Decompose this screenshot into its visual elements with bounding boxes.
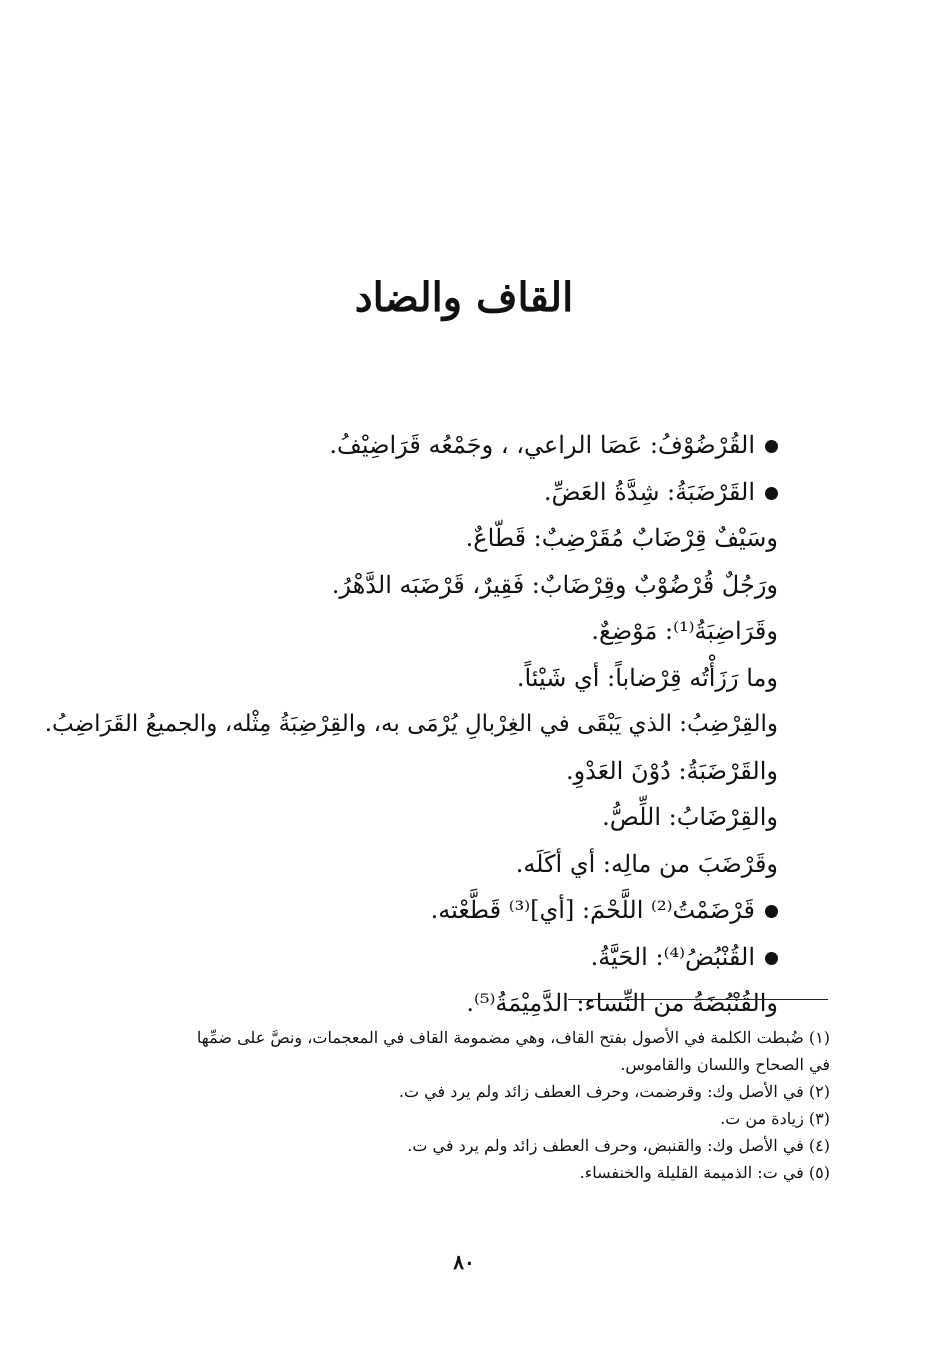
- entry-text: والقِرْضَابُ: اللِّصُّ.: [602, 803, 778, 831]
- entry-text: والقَرْضَبَةُ: دُوْنَ العَدْوِ.: [565, 756, 778, 785]
- bullet-icon: [765, 487, 778, 500]
- footnote: (٣) زيادة من ت.: [720, 1109, 830, 1128]
- page-number: ٨٠: [453, 1250, 475, 1274]
- bullet-icon: [765, 440, 778, 453]
- entry: [78, 562, 778, 609]
- footnote: (٢) في الأصل وك: وقرضمت، وحرف العطف زائد ولم يرد في ت.: [398, 1082, 830, 1101]
- footnote: (١) ضُبطت الكلمة في الأصول بفتح القاف، وهي مضمومة القاف في المعجمات، ونصَّ على ضمِّها: [196, 1028, 830, 1047]
- footnotes: [90, 1024, 830, 1186]
- entry-text: وسَيْفٌ قِرْضَابٌ مُقَرْضِبٌ: قَطّاعٌ.: [465, 524, 778, 552]
- chapter-title: القاف والضاد: [354, 274, 574, 321]
- entry: [78, 422, 778, 469]
- entry: [78, 515, 778, 562]
- entry-text: وقَرَاضِبَةُ⁽¹⁾: مَوْضِعٌ.: [591, 617, 778, 645]
- entry: [78, 608, 778, 655]
- entry: [78, 469, 778, 516]
- entry: [78, 980, 778, 1027]
- entry: [78, 655, 778, 702]
- entry-text: ورَجُلٌ قُرْضُوْبٌ وقِرْضَابٌ: فَقِيرٌ، قَرْضَبَه الدَّهْرُ.: [331, 570, 778, 599]
- entry-text: قَرْضَمْتُ⁽²⁾ اللَّحْمَ: [أي]⁽³⁾ قَطَّعْته.: [430, 896, 755, 924]
- bullet-icon: [765, 905, 778, 918]
- entry-text: القُرْضُوْفُ: عَصَا الراعي، ، وجَمْعُه قَرَاضِيْفُ.: [329, 431, 755, 459]
- entry: [78, 748, 778, 795]
- entry-text: وقَرْضَبَ من مالِه: أي أكَلَه.: [515, 849, 778, 878]
- entry: [78, 887, 778, 934]
- entry-text: القُنْبُضُ⁽⁴⁾: الحَيَّةُ.: [590, 942, 755, 971]
- footnote: (٤) في الأصل وك: والقنبض، وحرف العطف زائد ولم يرد في ت.: [407, 1136, 830, 1155]
- footnote: (٥) في ت: الذميمة القليلة والخنفساء.: [579, 1163, 830, 1182]
- entry-text: والقُنْبُضَةُ من النِّساء: الدَّمِيْمَةُ⁽⁵⁾.: [466, 989, 778, 1017]
- entry-text: والقِرْضِبُ: الذي يَبْقَى في الغِرْبالِ يُرْمَى به، والقِرْضِبَةُ مِثْله، والجميعُ القَرَاضِبُ.: [44, 711, 778, 737]
- entry: [44, 701, 778, 748]
- entry: [78, 841, 778, 888]
- footnote-divider: [568, 999, 828, 1000]
- entry: [78, 934, 778, 981]
- entry-text: القَرْضَبَةُ: شِدَّةُ العَضِّ.: [543, 477, 755, 506]
- entry: [78, 794, 778, 841]
- entry-text: وما رَزَأْتُه قِرْضاباً: أي شَيْئاً.: [516, 663, 778, 692]
- footnote-continuation: في الصحاح واللسان والقاموس.: [620, 1055, 830, 1074]
- bullet-icon: [765, 952, 778, 965]
- dictionary-entries: [44, 422, 778, 1027]
